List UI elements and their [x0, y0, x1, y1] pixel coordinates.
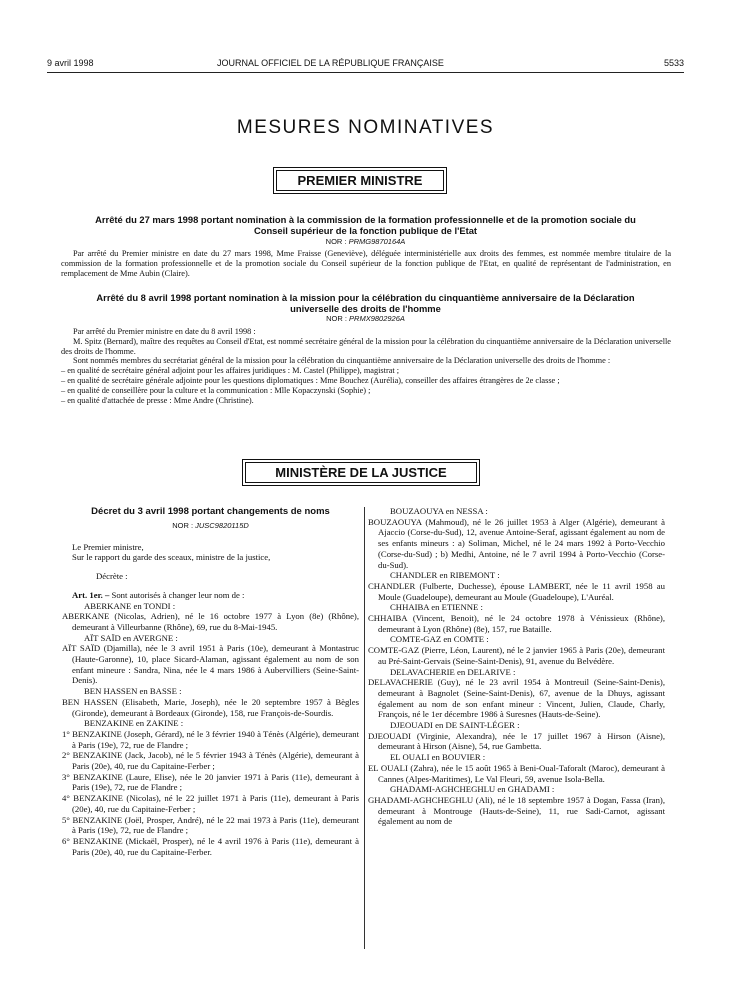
nor-label: NOR : — [325, 237, 347, 246]
list-item: – en qualité de secrétaire générale adjointe pour les questions diplomatiques : Mme Bouchez (Aurélia), conseiller des affaires étrangères de 2e classe ; — [61, 375, 560, 385]
name-change-heading: BOUZAOUYA en NESSA : — [390, 506, 488, 516]
name-change-entry: ABERKANE (Nicolas, Adrien), né le 16 octobre 1977 à Lyon (8e) (Rhône), demeurant à Villeurbanne (Rhône), 69, rue du 8-Mai-1945. — [62, 611, 359, 632]
nor-code: JUSC9820115D — [195, 521, 249, 530]
name-change-entry: CHHAIBA (Vincent, Benoit), né le 24 octobre 1978 à Vénissieux (Rhône), demeurant à Lyon (Rhône) (8e), 157, rue Bataille. — [368, 613, 665, 634]
nor-reference — [95, 237, 636, 247]
arrete-title: Arrêté du 8 avril 1998 portant nomination à la mission pour la célébration du cinquantième anniversaire de la Déclaration universelle des droits de l'homme — [96, 292, 635, 314]
page-title: MESURES NOMINATIVES — [236, 117, 495, 138]
name-change-entry: 4° BENZAKINE (Nicolas), né le 22 juillet 1971 à Paris (11e), demeurant à Paris (20e), 40, rue du Capitaine-Ferber ; — [62, 793, 359, 814]
name-change-heading: COMTE-GAZ en COMTE : — [390, 634, 489, 645]
name-change-entry: CHANDLER (Fulberte, Duchesse), épouse LAMBERT, née le 11 avril 1958 au Moule (Guadeloupe), demeurant au Moule (Guadeloupe), L'Auréal. — [368, 580, 665, 602]
decree-intro: Sur le rapport du garde des sceaux, ministre de la justice, — [72, 552, 271, 563]
name-change-heading: ABERKANE en TONDI : — [84, 600, 176, 611]
name-change-entry: 6° BENZAKINE (Mickaël, Prosper), né le 4 avril 1976 à Paris (11e), demeurant à Paris (20e), 40, rue du Capitaine-Ferber. — [62, 835, 359, 857]
name-change-list — [62, 601, 359, 858]
nor-label: NOR : — [326, 314, 347, 323]
list-item: – en qualité de secrétaire général adjoint pour les affaires juridiques : M. Castel (Philippe), magistrat ; — [61, 366, 400, 376]
arrete-paragraph: M. Spitz (Bernard), maître des requêtes au Conseil d'Etat, est nommé secrétaire général de la mission pour la célébration du cinquantième anniversaire de la Déclaration universelle des droits de l'homme. — [61, 336, 671, 356]
decree-intro: Le Premier ministre, — [72, 541, 144, 552]
name-change-entry: 1° BENZAKINE (Joseph, Gérard), né le 3 février 1940 à Ténès (Algérie), demeurant à Paris (19e), 72, rue de Flandre ; — [62, 728, 359, 750]
name-change-entry: EL OUALI (Zahra), née le 15 août 1965 à Beni-Oual-Taforalt (Maroc), demeurant à Cannes (Alpes-Maritimes), Le Val Fleuri, 59, avenue Isola-Bella. — [368, 762, 665, 784]
name-change-heading: CHHAIBA en ETIENNE : — [390, 602, 483, 613]
nor-reference — [62, 521, 359, 532]
name-change-entry: COMTE-GAZ (Pierre, Léon, Laurent), né le 2 janvier 1965 à Paris (20e), demeurant au Pré-Saint-Gervais (Seine-Saint-Denis), 91, avenue du Belvédère. — [368, 645, 665, 666]
decree-right-column — [368, 506, 665, 827]
name-change-heading: CHANDLER en RIBEMONT : — [390, 570, 500, 581]
name-change-heading: DELAVACHERIE en DELARIVE : — [390, 666, 516, 677]
name-change-entry: AÏT SAÏD (Djamilla), née le 3 avril 1951 à Paris (10e), demeurant à Montastruc (Haute-Garonne), 10, place Sicard-Alaman, agissant également au nom de son enfant mineure : Sandra, Nina, née le 4 mars 1986 à Aubervilliers (Seine-Saint-Denis). — [62, 643, 359, 686]
header-date: 9 avril 1998 — [47, 58, 94, 68]
list-item: – en qualité de conseillère pour la culture et la communication : Mlle Kopaczynski (Sophie) ; — [61, 385, 371, 395]
list-item: – en qualité d'attachée de presse : Mme Andre (Christine). — [61, 395, 254, 405]
nor-reference — [95, 314, 636, 324]
ministry-heading-premier-ministre: PREMIER MINISTRE — [276, 170, 444, 191]
name-change-entry: GHADAMI-AGHCHEGHLU (Ali), né le 18 septembre 1957 à Dogan, Fassa (Iran), demeurant à Montrouge (Hauts-de-Seine), 11, rue Sadi-Carnot, agissant également au nom de — [368, 794, 665, 827]
name-change-entry: DJEOUADI (Virginie, Alexandra), née le 17 juillet 1967 à Hirson (Aisne), demeurant à Hirson (Aisne), 54, rue Gambetta. — [368, 730, 665, 752]
decree-left-column — [62, 506, 359, 857]
name-change-entry: 5° BENZAKINE (Joël, Prosper, André), né le 22 mai 1973 à Paris (11e), demeurant à Paris (19e), 72, rue de Flandre ; — [62, 814, 359, 836]
name-change-entry: 3° BENZAKINE (Laure, Elise), née le 20 janvier 1971 à Paris (11e), demeurant à Paris (19e), 72, rue de Flandre ; — [62, 771, 359, 793]
name-change-list — [368, 506, 665, 827]
name-change-heading: AÏT SAÏD en AVERGNE : — [84, 632, 178, 643]
header-page-number: 5533 — [663, 58, 684, 68]
decree-decrete: Décrète : — [96, 571, 128, 582]
name-change-heading: GHADAMI-AGHCHEGHLU en GHADAMI : — [390, 784, 555, 795]
article-text: Sont autorisés à changer leur nom de : — [111, 589, 245, 600]
arrete-title: Arrêté du 27 mars 1998 portant nomination à la commission de la formation professionnelle et de la promotion sociale du Conseil supérieur de la fonction publique de l'Etat — [95, 214, 636, 236]
name-change-heading: BEN HASSEN en BASSE : — [84, 686, 182, 697]
arrete-paragraph: Par arrêté du Premier ministre en date du 27 mars 1998, Mme Fraisse (Geneviève), déléguée interministérielle aux droits des femmes, est nommée membre titulaire de la commission de la formation professionnelle et de la promotion sociale du Conseil supérieur de la fonction publique de l'Etat, en qualité de représentant de l'administration, en remplacement de Mme Aubin (Claire). — [61, 249, 671, 278]
arrete-body — [61, 249, 671, 278]
arrete-body — [61, 327, 671, 405]
name-change-heading: EL OUALI en BOUVIER : — [390, 752, 486, 763]
column-divider — [364, 507, 365, 949]
article-label: Art. 1er. – — [72, 589, 110, 600]
decree-title: Décret du 3 avril 1998 portant changements de noms — [91, 506, 330, 517]
name-change-entry: BOUZAOUYA (Mahmoud), né le 26 juillet 1953 à Alger (Algérie), demeurant à Ajaccio (Corse-du-Sud), 12, avenue Antoine-Seraf, agissant également au nom de ses enfants mineurs : a) Soliman, Michel, né le 24 mars 1992 à Porto-Vecchio (Corse-du-Sud) ; b) Medhi, Antoine, né le 7 avril 1994 à Porto-Vecchio (Corse-du-Sud). — [368, 516, 665, 570]
name-change-entry: BEN HASSEN (Elisabeth, Marie, Joseph), née le 20 septembre 1957 à Bègles (Gironde), demeurant à Bordeaux (Gironde), 158, rue François-de-Sourdis. — [62, 696, 359, 718]
nor-code: PRMG9870164A — [348, 237, 406, 246]
nor-code: PRMX9802926A — [349, 314, 405, 323]
arrete-paragraph: Sont nommés membres du secrétariat général de la mission pour la célébration du cinquantième anniversaire de la Déclaration universelle des droits de l'homme : — [73, 356, 611, 366]
running-header — [47, 58, 684, 73]
name-change-heading: BENZAKINE en ZAKINE : — [84, 718, 184, 729]
name-change-entry: DELAVACHERIE (Guy), né le 23 avril 1954 à Montreuil (Seine-Saint-Denis), demeurant à Bagnolet (Seine-Saint-Denis), 67, avenue de la Dhuys, agissant également au nom de son enfant mineur : Vincent, Julien, Claude, Charly, François, né le 1er décembre 1986 à Suresnes (Hauts-de-Seine). — [368, 677, 665, 720]
article-1 — [62, 590, 359, 601]
name-change-entry: 2° BENZAKINE (Jack, Jacob), né le 5 février 1943 à Ténès (Algérie), demeurant à Paris (20e), 40, rue du Capitaine-Ferber ; — [62, 750, 359, 772]
header-journal-name: JOURNAL OFFICIEL DE LA RÉPUBLIQUE FRANÇAISE — [217, 58, 444, 68]
ministry-heading-justice: MINISTÈRE DE LA JUSTICE — [245, 462, 477, 483]
nor-label: NOR : — [172, 521, 194, 530]
arrete-paragraph: Par arrêté du Premier ministre en date du 8 avril 1998 : — [73, 327, 256, 336]
name-change-heading: DJEOUADI en DE SAINT-LÉGER : — [390, 720, 520, 731]
